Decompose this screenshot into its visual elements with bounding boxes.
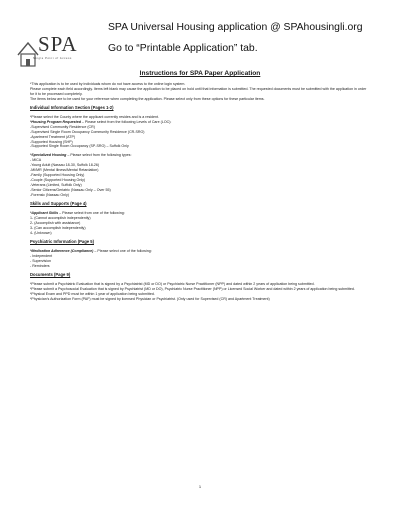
- list-item: -Supported Single Room Occupancy (SP-SRO) – Suffolk Only: [30, 144, 129, 149]
- intro-line: Please complete each field accordingly. Items left blank may cause the application to be placed on hold until that information is submitted. The requested documents must be submitted with the application in order for it to be processed completely.: [30, 86, 367, 96]
- section-heading-documents: Documents (Page 9): [30, 272, 71, 277]
- list-item: - Reminders: [30, 263, 50, 268]
- section-heading-psychiatric: Psychiatric Information (Page 5): [30, 238, 94, 244]
- list-item: 1- (Cannot accomplish independently): [30, 215, 91, 220]
- county-note: *Please select the County where the applicant currently resides and is a resident.: [30, 115, 160, 120]
- list-item: - Supervision: [30, 258, 51, 263]
- header-line-2: Go to “Printable Application” tab.: [108, 43, 258, 54]
- housing-program-block: [30, 120, 370, 149]
- list-item: 4- (Unknown): [30, 230, 52, 235]
- list-item: -MI/MR (Mental Illness/Mental Retardation): [30, 168, 99, 173]
- list-item: -Veterans (Limited, Suffolk Only): [30, 182, 82, 187]
- housing-program-label: *Housing Program Requested: [30, 119, 81, 124]
- medication-adherence-label: *Medication Adherence (Compliance): [30, 248, 94, 253]
- applicant-skills-label: *Applicant Skills: [30, 210, 59, 215]
- specialized-housing-block: [30, 153, 370, 197]
- list-item: -Supervised Single Room Occupancy Community Residence (CR-SRO): [30, 129, 145, 134]
- intro-line: The items below are to be used for your reference when completing the application. Please select only from these options for these particular items.: [30, 96, 265, 101]
- applicant-skills-block: [30, 211, 370, 236]
- page-title: Instructions for SPA Paper Application: [139, 70, 261, 77]
- list-item: -Young Adult (Nassau 18-30, Suffolk 18-26): [30, 163, 100, 168]
- page-number: 1: [198, 484, 202, 489]
- document-requirement: *Physician’s Authorization Form (PAF) must be signed by licensed Physician or Psychiatrist. (Only used for Supervised (CR) and Apartment Treatment): [30, 296, 270, 301]
- documents-block: [30, 282, 370, 302]
- document-requirement: *Physical Exam and PPD must be within 1 year of application being submitted.: [30, 291, 155, 296]
- list-item: -Supported Housing (SHP): [30, 139, 73, 144]
- list-item: -Family (Supported Housing Only): [30, 173, 85, 177]
- section-heading-skills: Skills and Supports (Page 4): [30, 201, 87, 207]
- list-item: -Senior Citizens/Geriatric (Nassau Only – Over 55): [30, 187, 111, 192]
- housing-program-instruction: – Please select from the following Levels of Care (LOC):: [80, 119, 172, 124]
- list-item: 3- (Can accomplish independently): [30, 225, 86, 230]
- logo-subtitle: Single Point of Access: [33, 57, 72, 60]
- list-item: -Couple (Supported Housing Only): [30, 177, 86, 182]
- intro-line: *This application is to be used by individuals whom do not have access to the online login system.: [30, 82, 186, 86]
- logo-text: SPA: [38, 32, 78, 56]
- instructions-body: [30, 82, 370, 306]
- section-heading-individual: Individual Information Section (Pages 1-2): [30, 105, 114, 111]
- list-item: - MICA: [30, 158, 42, 163]
- medication-adherence-instruction: – Please select one of the following:: [93, 248, 152, 253]
- specialized-housing-instruction: – Please select from the following types:: [66, 153, 132, 158]
- header-line-1: SPA Universal Housing application @ SPAhousingli.org: [108, 22, 363, 33]
- applicant-skills-list: [30, 216, 370, 236]
- housing-program-list: [30, 125, 370, 150]
- applicant-skills-instruction: – Please select from one of the following:: [58, 210, 125, 215]
- medication-adherence-block: [30, 249, 370, 269]
- specialized-housing-label: *Specialized Housing: [30, 153, 67, 158]
- list-item: - Independent: [30, 253, 53, 258]
- specialized-housing-list: [30, 158, 370, 197]
- list-item: 2- (Accomplish with assistance): [30, 220, 81, 225]
- list-item: -Forensic (Nassau Only): [30, 192, 69, 197]
- intro-paragraph: [30, 82, 370, 102]
- list-item: -Supervised Community Residence (CR): [30, 124, 95, 129]
- document-requirement: *Please submit a Psychosocial Evaluation that is signed by Psychiatrist (MD or DO), Psychiatric Nurse Practitioner (NPP) or Licensed Social Worker and dated within 2 years of application being submitted.: [30, 286, 355, 291]
- medication-adherence-list: [30, 254, 370, 269]
- list-item: -Apartment Treatment (ATP): [30, 134, 76, 139]
- document-requirement: *Please submit a Psychiatric Evaluation that is signed by a Psychiatrist (MD or DO) or Psychiatric Nurse Practitioner (NPP) and dated within 2 years of application being submitted.: [30, 281, 315, 286]
